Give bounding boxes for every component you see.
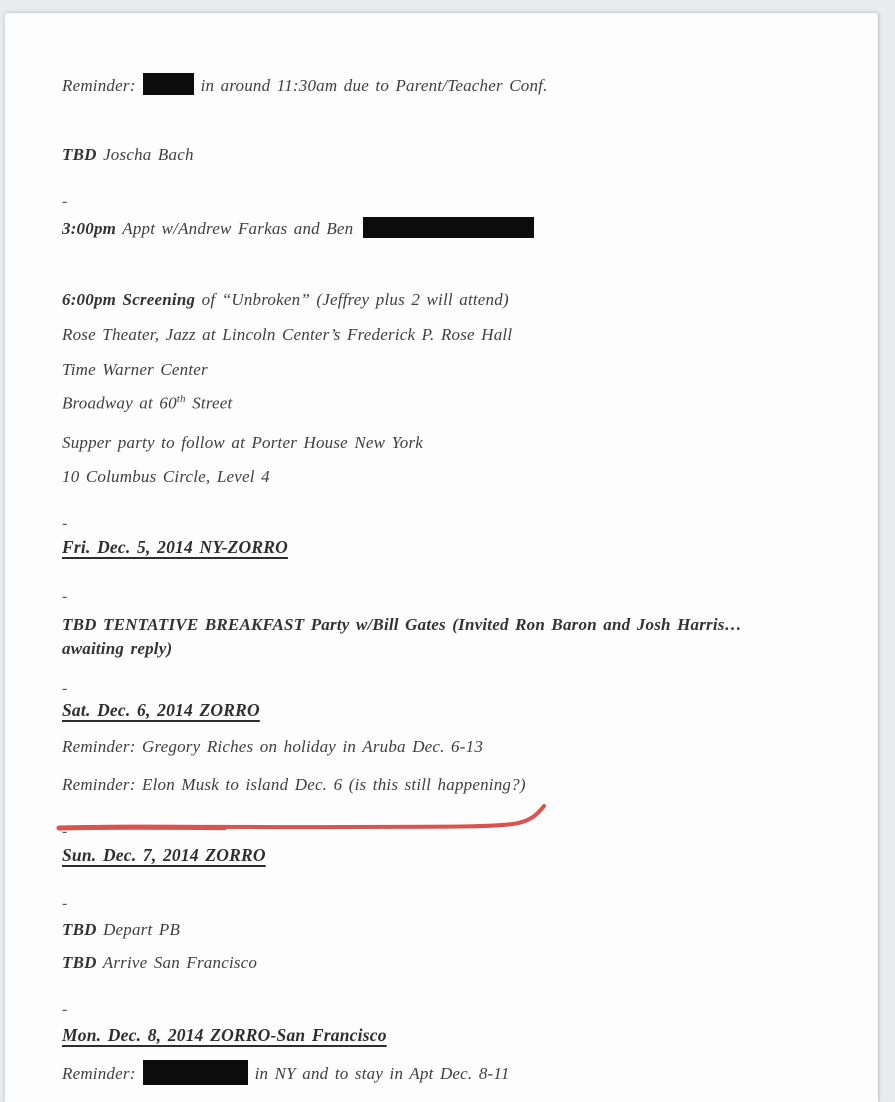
separator-dash: - <box>62 1001 68 1018</box>
appt-text: Appt w/Andrew Farkas and Ben <box>122 219 354 238</box>
separator-dash: - <box>62 680 68 697</box>
appt-3pm-line <box>62 217 541 239</box>
reminder-text: in NY and to stay in Apt Dec. 8-11 <box>254 1064 510 1083</box>
red-underline-annotation <box>55 803 555 839</box>
tbd-label: TBD <box>62 953 97 972</box>
tbd-joscha-line <box>62 145 194 165</box>
tbd-depart-line <box>62 920 180 940</box>
separator-dash: - <box>62 823 68 840</box>
reminder-label: Reminder: <box>62 76 136 95</box>
venue-line-2: Time Warner Center <box>62 360 208 379</box>
reminder-parent-teacher-line <box>62 73 548 96</box>
redaction-box <box>363 217 534 238</box>
redaction-box <box>143 1060 248 1085</box>
breakfast-tentative-line: TBD TENTATIVE BREAKFAST Party w/Bill Gates (Invited Ron Baron and Josh Harris…awaiting reply) <box>62 615 742 658</box>
heading-sat-dec-6: Sat. Dec. 6, 2014 ZORRO <box>62 700 260 720</box>
tbd-joscha-text: Joscha Bach <box>103 145 194 164</box>
appt-time-label: 3:00pm <box>62 219 117 238</box>
tbd-label: TBD <box>62 145 97 164</box>
heading-sun-dec-7: Sun. Dec. 7, 2014 ZORRO <box>62 845 266 865</box>
document-page <box>5 13 878 1102</box>
reminder-text: in around 11:30am due to Parent/Teacher Conf. <box>200 76 548 95</box>
separator-dash: - <box>62 515 68 532</box>
separator-dash: - <box>62 588 68 605</box>
screening-6pm-line <box>62 290 509 310</box>
street-pre: Broadway at 60 <box>62 393 177 413</box>
reminder-ny-apt-line <box>62 1060 510 1085</box>
reminder-musk-line: Reminder: Elon Musk to island Dec. 6 (is this still happening?) <box>62 775 526 794</box>
venue-line-1: Rose Theater, Jazz at Lincoln Center’s Frederick P. Rose Hall <box>62 325 513 344</box>
separator-dash: - <box>62 193 68 210</box>
heading-mon-dec-8: Mon. Dec. 8, 2014 ZORRO-San Francisco <box>62 1025 387 1045</box>
reminder-label: Reminder: <box>62 1064 136 1083</box>
supper-party-line: Supper party to follow at Porter House New York <box>62 433 424 452</box>
venue-line-3 <box>62 393 232 414</box>
tbd-depart-text: Depart PB <box>103 920 181 939</box>
tbd-arrive-line <box>62 953 257 973</box>
address-line: 10 Columbus Circle, Level 4 <box>62 467 270 486</box>
heading-fri-dec-5: Fri. Dec. 5, 2014 NY-ZORRO <box>62 537 288 557</box>
ordinal-superscript: th <box>176 393 186 405</box>
tbd-arrive-text: Arrive San Francisco <box>102 953 258 972</box>
reminder-gregory-line: Reminder: Gregory Riches on holiday in Aruba Dec. 6-13 <box>62 737 484 756</box>
redaction-box <box>143 73 194 95</box>
tbd-label: TBD <box>62 920 97 939</box>
street-post: Street <box>185 393 233 413</box>
screening-label: 6:00pm Screening <box>62 290 196 309</box>
separator-dash: - <box>62 895 68 912</box>
screening-text: of “Unbroken” (Jeffrey plus 2 will attend) <box>201 290 509 309</box>
